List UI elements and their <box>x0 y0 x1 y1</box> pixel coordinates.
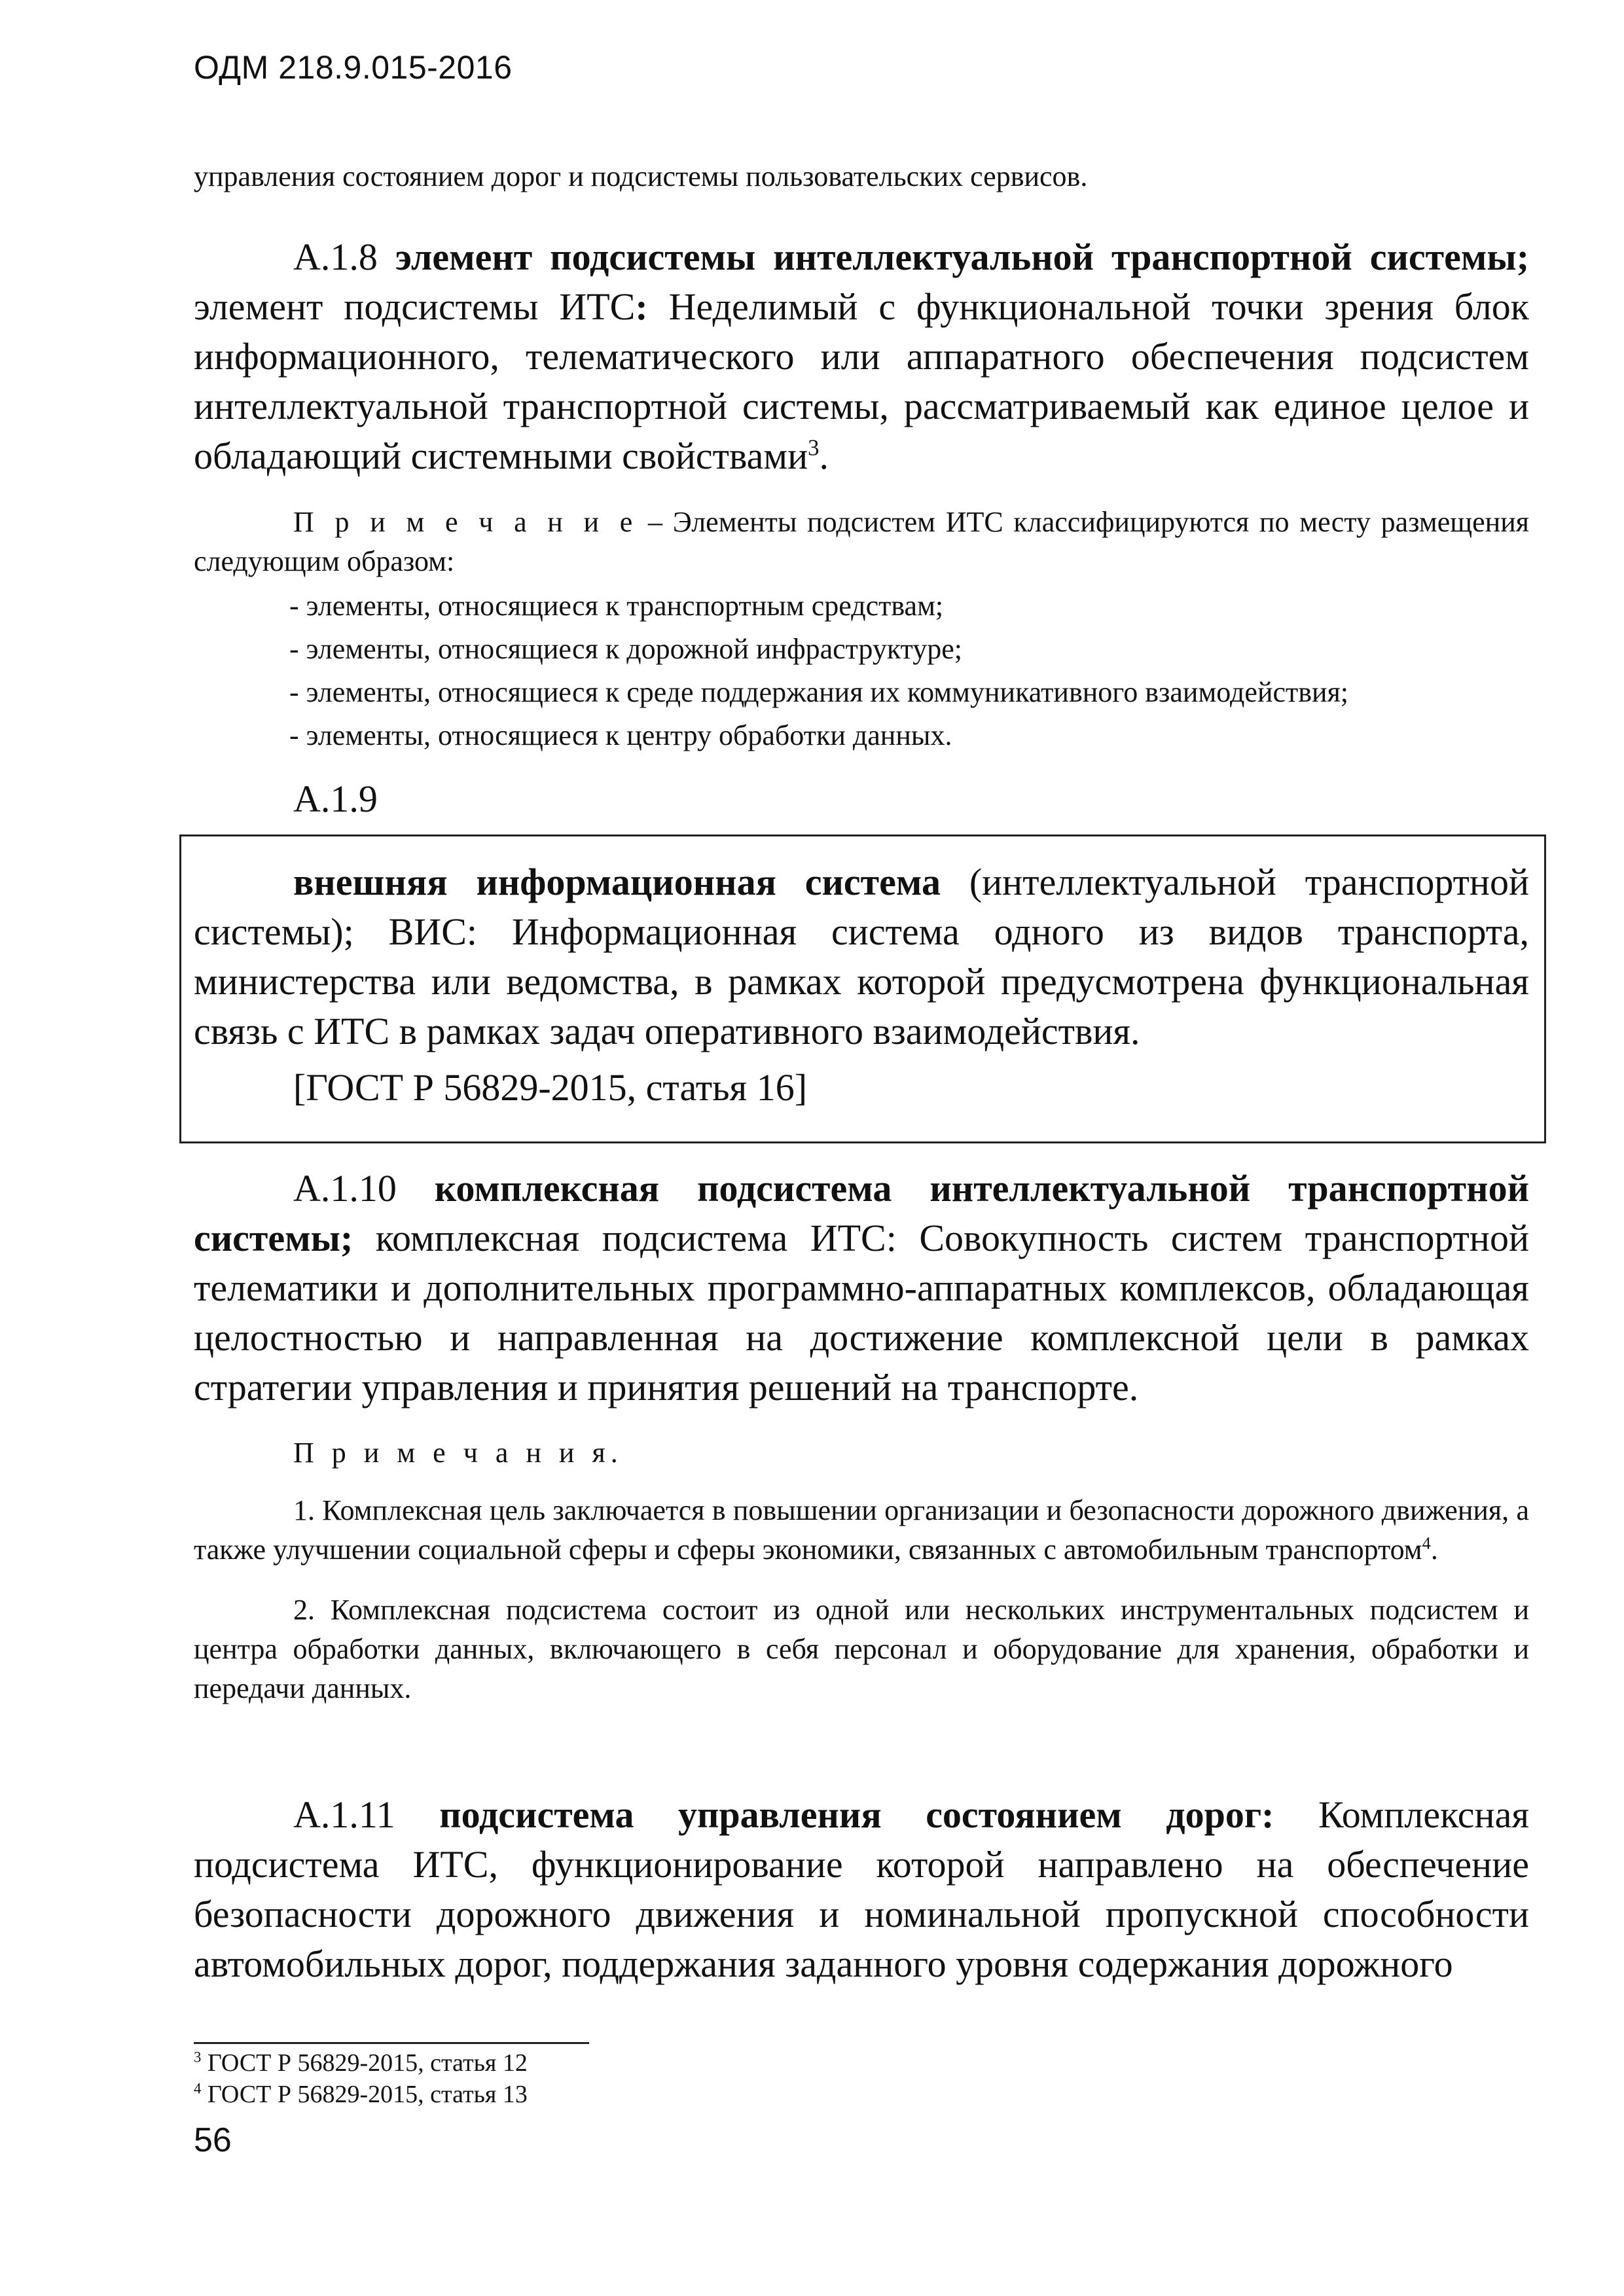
term-definition: Комплексная подсистема ИТС, функционирование которой направлено на обеспечение безопасности дорожного движения и номинальной пропускной способности автомобильных дорог, поддержания заданного уровня содержания дорожного <box>194 1793 1530 1985</box>
term-definition: комплексная подсистема ИТС: Совокупность систем транспортной телематики и дополнительных программно-аппаратных комплексов, обладающая целостностью и направленная на достижение комплексной цели в рамках стратегии управления и принятия решений на транспорте. <box>194 1217 1529 1408</box>
term-a-1-11-paragraph <box>194 1790 1529 1989</box>
notes-label-end: . <box>610 1437 618 1469</box>
note-1-end: . <box>1430 1534 1438 1566</box>
note-list-item: - элементы, относящиеся к среде поддержания их коммуникативного взаимодействия; <box>289 676 1349 708</box>
notes-a-1-10 <box>194 1433 1529 1708</box>
term-abbreviation: элемент подсистемы ИТС <box>194 285 636 328</box>
footnote-number: 4 <box>194 2080 202 2097</box>
note-paragraph <box>194 503 1529 581</box>
term-title: внешняя информационная система <box>293 861 941 903</box>
continuation-text <box>194 157 1529 196</box>
footnote-separator <box>194 2042 589 2044</box>
footnote-text: ГОСТ Р 56829-2015, статья 13 <box>201 2081 528 2108</box>
footnotes <box>194 2047 1529 2110</box>
page-number: 56 <box>194 2121 232 2159</box>
term-definition: Неделимый с функциональной точки зрения блок информационного, телематического или аппаратного обеспечения подсистем интеллектуальной транспортной системы, рассматриваемый как единое целое и обладающий системными свойствами <box>194 285 1529 477</box>
notes-label-line <box>194 1433 1529 1473</box>
note-list-item: - элементы, относящиеся к дорожной инфраструктуре; <box>289 633 963 665</box>
term-colon: : <box>635 285 648 328</box>
term-number: А.1.10 <box>293 1167 397 1210</box>
term-number: А.1.9 <box>293 778 378 820</box>
footnote <box>194 2047 1529 2079</box>
footnote <box>194 2079 1529 2110</box>
term-a-1-9-paragraph <box>194 857 1529 1056</box>
continuation-line: управления состоянием дорог и подсистемы пользовательских сервисов. <box>194 160 1088 192</box>
term-title: подсистема управления состоянием дорог: <box>439 1793 1274 1836</box>
note-text: – Элементы подсистем ИТС классифицируются по месту размещения следующим образом: <box>194 506 1529 577</box>
term-title: элемент подсистемы интеллектуальной транспортной системы; <box>395 236 1530 278</box>
note-list-item: - элементы, относящиеся к центру обработки данных. <box>289 719 952 751</box>
document-code-header: ОДМ 218.9.015-2016 <box>194 49 513 86</box>
term-number: А.1.8 <box>293 236 378 278</box>
term-a-1-9 <box>194 857 1529 1113</box>
term-end: . <box>819 435 829 477</box>
term-a-1-11 <box>194 1790 1529 1989</box>
footnote-text: ГОСТ Р 56829-2015, статья 12 <box>201 2049 528 2077</box>
term-source: [ГОСТ Р 56829-2015, статья 16] <box>293 1066 808 1109</box>
term-a-1-9-number-line <box>194 774 1529 824</box>
note-list-item: - элементы, относящиеся к транспортным средствам; <box>289 590 944 622</box>
term-a-1-8 <box>194 232 1529 481</box>
term-a-1-8-paragraph <box>194 232 1529 481</box>
note-1-text: 1. Комплексная цель заключается в повышении организации и безопасности дорожного движения, а также улучшении социальной сферы и сферы экономики, связанных с автомобильным транспортом <box>194 1494 1529 1566</box>
term-a-1-10 <box>194 1164 1529 1412</box>
term-title: комплексная подсистема интеллектуальной транспортной системы; <box>194 1167 1529 1259</box>
note-a-1-8 <box>194 503 1529 755</box>
term-a-1-10-paragraph <box>194 1164 1529 1412</box>
footnote-ref: 4 <box>1422 1533 1431 1553</box>
footnote-number: 3 <box>194 2049 202 2066</box>
notes-label: П р и м е ч а н и я <box>293 1437 611 1469</box>
footnote-ref: 3 <box>808 435 820 461</box>
note-label: П р и м е ч а н и е <box>293 506 638 538</box>
term-number: А.1.11 <box>293 1793 395 1836</box>
term-definition: (интеллектуальной транспортной системы); ВИС: Информационная система одного из видов транспорта, министерства или ведомства, в рамках которой предусмотрена функциональная связь с ИТС в рамках задач оперативного взаимодействия. <box>194 861 1529 1052</box>
note-2: 2. Комплексная подсистема состоит из одной или нескольких инструментальных подсистем и центра обработки данных, включающего в себя персонал и оборудование для хранения, обработки и передачи данных. <box>194 1594 1529 1704</box>
note-1 <box>194 1491 1529 1570</box>
